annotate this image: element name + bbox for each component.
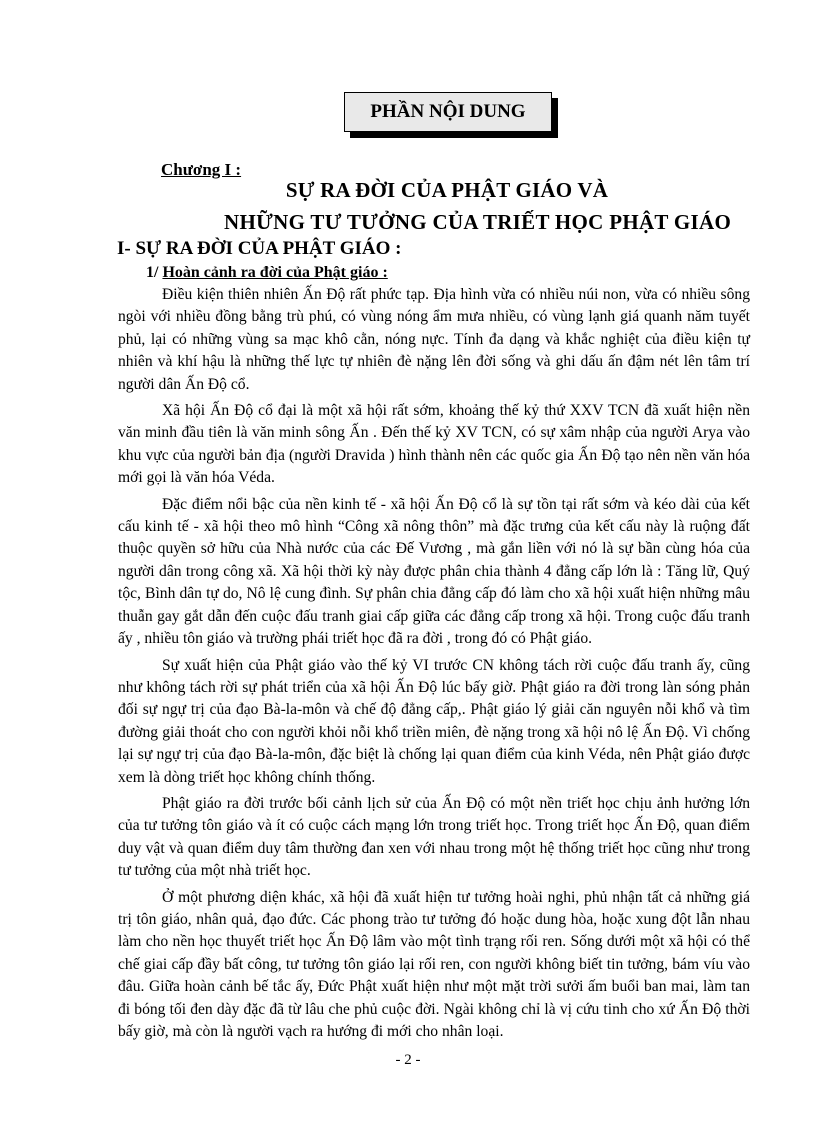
paragraph: Sự xuất hiện của Phật giáo vào thế kỷ VI trước CN không tách rời cuộc đấu tranh ấy, cũng như không tách rời sự phát triển của xã hội Ấn Độ lúc bấy giờ. Phật giáo ra đời trong làn sóng phản đối sự ngự trị của đạo Bà-la-môn và chế độ đẳng cấp,. Phật giáo lý giải căn nguyên nỗi khổ và tìm đường giải thoát cho con người khỏi nỗi khổ triền miên, đè nặng trong xã hội nô lệ Ấn Độ. Vì chống lại sự ngự trị của đạo Bà-la-môn, đặc biệt là chống lại quan điểm của kinh Véda, nên Phật giáo được xem là dòng triết học không chính thống. [118, 656, 750, 786]
chapter-title-line1 [0, 178, 816, 203]
body-text [118, 284, 750, 1047]
banner-title: PHẦN NỘI DUNG [344, 92, 552, 132]
section-heading: I- SỰ RA ĐỜI CỦA PHẬT GIÁO : [117, 238, 402, 259]
subsection-title: Hoàn cảnh ra đời của Phật giáo : [162, 264, 388, 281]
chapter-title-line1-text: SỰ RA ĐỜI CỦA PHẬT GIÁO VÀ [285, 178, 609, 202]
subsection-heading [146, 264, 388, 282]
paragraph: Ở một phương diện khác, xã hội đã xuất hiện tư tưởng hoài nghi, phủ nhận tất cả những giá trị tôn giáo, nhân quả, đạo đức. Các phong trào tư tưởng đó hoặc dung hòa, hoặc xung đột lẫn nhau làm cho nền học thuyết triết học Ấn Độ lâm vào một tình trạng rối ren. Sống dưới một xã hội có thể chế giai cấp đầy bất công, tư tưởng tôn giáo lại rối ren, con người không biết tin tưởng, bám víu vào đâu. Giữa hoàn cảnh bế tắc ấy, Đức Phật xuất hiện như một mặt trời sưởi ấm buổi ban mai, làm tan đi bóng tối đen dày đặc đã từ lâu che phủ cuộc đời. Ngài không chỉ là vị cứu tinh cho xứ Ấn Độ thời bấy giờ, mà còn là người vạch ra hướng đi mới cho nhân loại. [118, 888, 750, 1040]
paragraph: Đặc điểm nổi bậc của nền kinh tế - xã hội Ấn Độ cổ là sự tồn tại rất sớm và kéo dài của kết cấu kinh tế - xã hội theo mô hình “Công xã nông thôn” mà đặc trưng của kết cấu này là ruộng đất thuộc quyền sở hữu của Nhà nước của các Đế Vương , mà gắn liền với nó là sự bần cùng hóa của người dân trong công xã. Xã hội thời kỳ này được phân chia thành 4 đẳng cấp lớn là : Tăng lữ, Quý tộc, Bình dân tự do, Nô lệ cung đình. Sự phân chia đẳng cấp đó làm cho xã hội xuất hiện những mâu thuẫn gay gắt dẫn đến cuộc đấu tranh giai cấp giữa các đẳng cấp trong xã hội. Trong cuộc đấu tranh ấy , nhiều tôn giáo và trường phái triết học đã ra đời , trong đó có Phật giáo. [118, 495, 750, 648]
subsection-number: 1/ [146, 264, 159, 281]
paragraph: Phật giáo ra đời trước bối cảnh lịch sử của Ấn Độ có một nền triết học chịu ảnh hưởng lớn của tư tưởng tôn giáo và ít có cuộc cách mạng lớn trong triết học. Trong triết học Ấn Độ, quan điểm duy vật và quan điểm duy tâm thường đan xen với nhau trong một hệ thống triết học cũng như trong tư tưởng của một nhà triết học. [118, 794, 750, 880]
chapter-label: Chương I : [161, 160, 242, 179]
paragraph: Điều kiện thiên nhiên Ấn Độ rất phức tạp. Địa hình vừa có nhiều núi non, vừa có nhiều sông ngòi với nhiều đồng bằng trù phú, có vùng nóng ẩm mưa nhiều, có vùng lạnh giá quanh năm tuyết phủ, lại có những vùng sa mạc khô cằn, nóng nực. Tính đa dạng và khắc nghiệt của điều kiện tự nhiên và khí hậu là những thế lực tự nhiên đè nặng lên đời sống và ghi dấu ấn đậm nét lên tâm trí người dân Ấn Độ cổ. [118, 286, 750, 393]
section-banner [344, 92, 558, 138]
paragraph: Xã hội Ấn Độ cổ đại là một xã hội rất sớm, khoảng thế kỷ thứ XXV TCN đã xuất hiện nền văn minh đầu tiên là văn minh sông Ấn . Đến thế kỷ XV TCN, có sự xâm nhập của người Arya vào khu vực của người bản địa (người Dravida ) hình thành nên các quốc gia Ấn Độ tạo nên nền văn hóa mới gọi là văn hóa Véda. [118, 402, 750, 487]
page-number: - 2 - [395, 1052, 421, 1068]
chapter-title-line2: NHỮNG TƯ TƯỞNG CỦA TRIẾT HỌC PHẬT GIÁO [224, 210, 732, 234]
